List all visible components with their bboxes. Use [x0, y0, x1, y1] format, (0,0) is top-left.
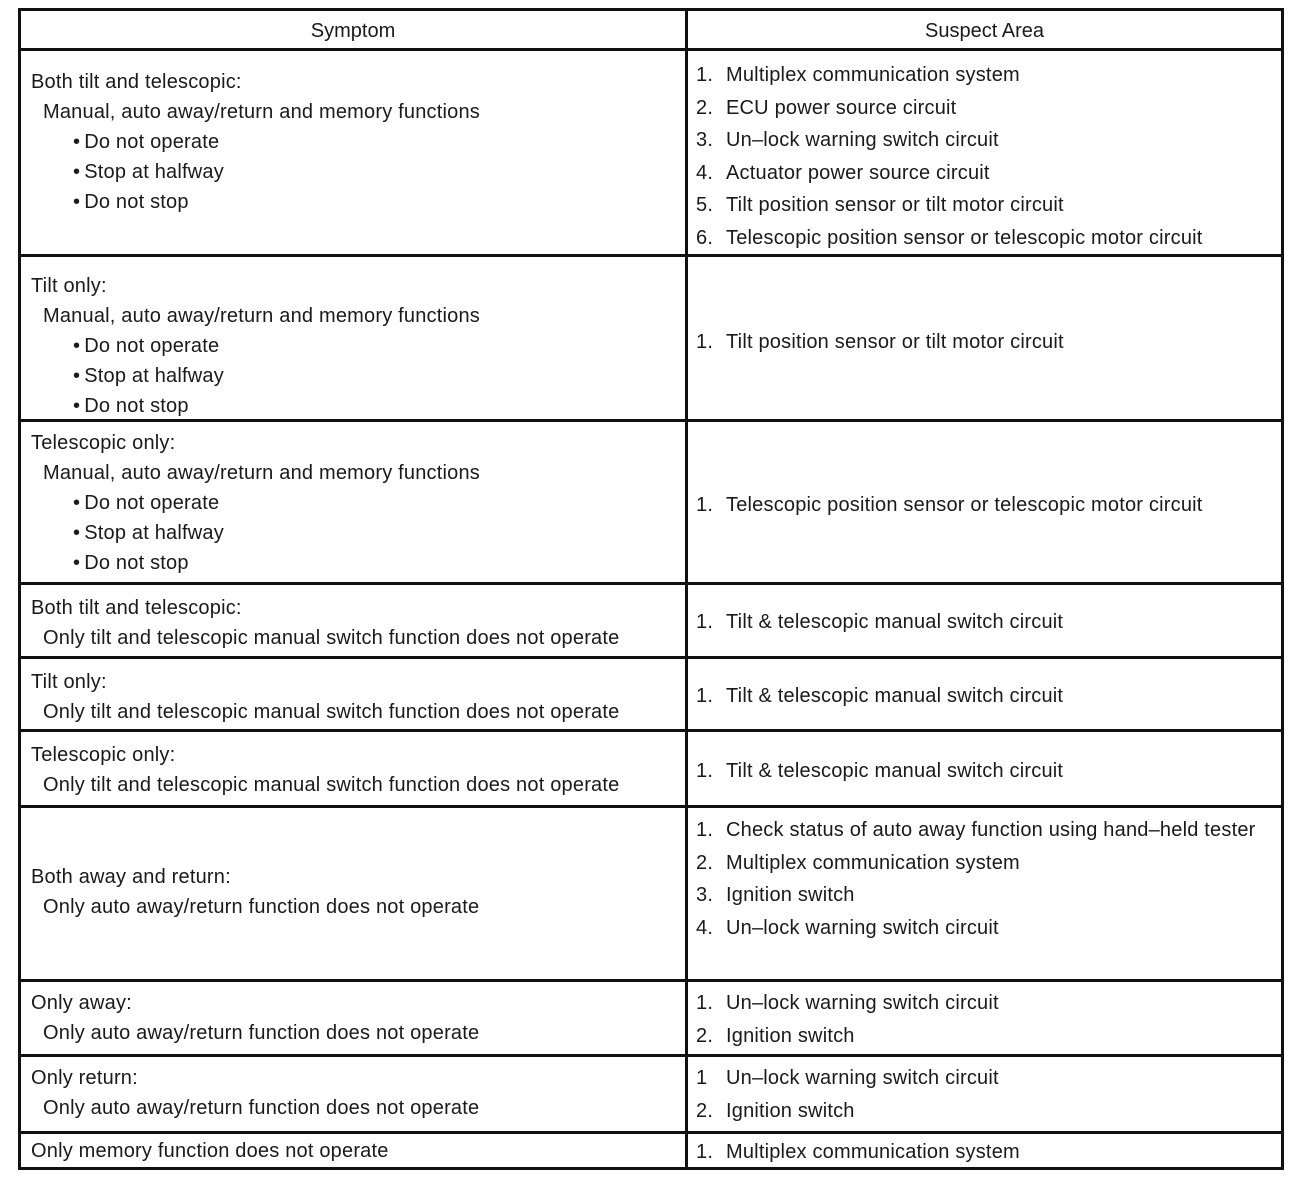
symptom-cell	[31, 271, 681, 421]
suspect-area-item	[696, 755, 1281, 788]
column-divider	[685, 11, 688, 1167]
item-number: 1.	[696, 819, 714, 841]
suspect-area-item	[696, 912, 1281, 945]
item-text: Tilt position sensor or tilt motor circuit	[726, 194, 1064, 216]
item-text: Tilt & telescopic manual switch circuit	[726, 611, 1064, 633]
symptom-cell	[31, 988, 681, 1048]
symptom-heading: Both tilt and telescopic:	[31, 71, 242, 93]
symptom-description: Manual, auto away/return and memory functions	[43, 305, 480, 327]
item-text: Actuator power source circuit	[726, 161, 990, 184]
symptom-bullet: • Do not operate	[31, 331, 681, 361]
item-number: 2.	[696, 851, 714, 874]
item-text: Un–lock warning switch circuit	[726, 1067, 999, 1089]
item-text: Multiplex communication system	[726, 64, 1020, 86]
symptom-heading: Both tilt and telescopic:	[31, 597, 242, 619]
suspect-area-item	[696, 489, 1281, 522]
item-text: Un–lock warning switch circuit	[726, 129, 999, 151]
item-number: 4.	[696, 916, 714, 939]
item-number: 1.	[696, 685, 714, 707]
row-divider	[21, 656, 1281, 659]
item-text: Tilt position sensor or tilt motor circuit	[726, 331, 1064, 353]
symptom-description: Only auto away/return function does not operate	[43, 1097, 480, 1119]
suspect-area-cell	[696, 1136, 1281, 1169]
suspect-area-item	[696, 59, 1281, 92]
symptom-bullet: • Stop at halfway	[31, 157, 681, 187]
item-text: Ignition switch	[726, 884, 855, 906]
suspect-area-item	[696, 157, 1281, 190]
item-number: 2.	[696, 1024, 714, 1047]
item-text: Ignition switch	[726, 1099, 855, 1122]
symptom-cell	[31, 740, 681, 800]
item-number: 1.	[696, 611, 714, 633]
item-number: 3.	[696, 884, 714, 906]
suspect-area-item	[696, 326, 1281, 359]
suspect-area-cell	[696, 680, 1281, 713]
suspect-area-item	[696, 1062, 1281, 1095]
suspect-area-cell	[696, 814, 1281, 944]
suspect-area-item	[696, 124, 1281, 157]
item-number: 1.	[696, 1141, 714, 1163]
item-text: Tilt & telescopic manual switch circuit	[726, 685, 1064, 707]
symptom-heading: Telescopic only:	[31, 432, 176, 454]
suspect-area-item	[696, 1020, 1281, 1053]
item-text: Ignition switch	[726, 1024, 855, 1047]
symptom-heading: Both away and return:	[31, 866, 231, 888]
symptom-cell	[31, 667, 681, 727]
symptom-cell	[31, 1063, 681, 1123]
row-divider	[21, 979, 1281, 982]
item-number: 1.	[696, 494, 714, 516]
item-number: 6.	[696, 226, 714, 249]
suspect-area-item	[696, 222, 1281, 255]
symptom-heading: Only return:	[31, 1067, 138, 1089]
row-divider	[21, 1131, 1281, 1134]
symptom-cell	[31, 428, 681, 578]
item-number: 1.	[696, 760, 714, 782]
symptom-heading: Tilt only:	[31, 671, 107, 693]
symptom-heading: Only away:	[31, 992, 132, 1014]
suspect-area-cell	[696, 987, 1281, 1052]
row-divider	[21, 419, 1281, 422]
symptom-bullet: • Stop at halfway	[31, 518, 681, 548]
suspect-area-item	[696, 1136, 1281, 1169]
symptom-description: Only tilt and telescopic manual switch function does not operate	[43, 774, 620, 796]
symptom-cell	[31, 1136, 681, 1166]
item-number: 2.	[696, 1099, 714, 1122]
item-text: Un–lock warning switch circuit	[726, 916, 999, 939]
suspect-area-item	[696, 189, 1281, 222]
item-text: Check status of auto away function using hand–held tester	[726, 819, 1256, 841]
suspect-area-item	[696, 680, 1281, 713]
row-divider	[21, 805, 1281, 808]
symptom-bullet: • Do not operate	[31, 488, 681, 518]
symptom-bullet: • Do not operate	[31, 127, 681, 157]
header-rule	[21, 48, 1281, 51]
symptom-description: Only auto away/return function does not operate	[43, 896, 480, 918]
symptom-cell	[31, 862, 681, 922]
item-text: Multiplex communication system	[726, 851, 1020, 874]
header-symptom: Symptom	[310, 20, 396, 42]
item-number: 5.	[696, 194, 714, 216]
suspect-area-cell	[696, 755, 1281, 788]
symptom-description: Only tilt and telescopic manual switch function does not operate	[43, 627, 620, 649]
item-text: Telescopic position sensor or telescopic motor circuit	[726, 226, 1203, 249]
item-number: 1.	[696, 331, 714, 353]
suspect-area-cell	[696, 59, 1281, 254]
suspect-area-item	[696, 814, 1281, 847]
symptom-description: Only auto away/return function does not operate	[43, 1022, 480, 1044]
header-suspect-area: Suspect Area	[925, 20, 1044, 42]
row-divider	[21, 582, 1281, 585]
symptom-bullet: • Stop at halfway	[31, 361, 681, 391]
suspect-area-item	[696, 92, 1281, 125]
symptom-heading: Only memory function does not operate	[31, 1140, 389, 1162]
suspect-area-cell	[696, 606, 1281, 639]
suspect-area-cell	[696, 326, 1281, 359]
symptom-description: Only tilt and telescopic manual switch function does not operate	[43, 701, 620, 723]
symptom-bullet: • Do not stop	[31, 391, 681, 421]
item-number: 1.	[696, 992, 714, 1014]
suspect-area-item	[696, 606, 1281, 639]
suspect-area-item	[696, 879, 1281, 912]
item-number: 3.	[696, 129, 714, 151]
suspect-area-cell	[696, 489, 1281, 522]
row-divider	[21, 1054, 1281, 1057]
symptom-cell	[31, 593, 681, 653]
symptom-description: Manual, auto away/return and memory functions	[43, 101, 480, 123]
symptom-description: Manual, auto away/return and memory functions	[43, 462, 480, 484]
suspect-area-cell	[696, 1062, 1281, 1127]
row-divider	[21, 254, 1281, 257]
symptom-cell	[31, 67, 681, 217]
symptom-bullet: • Do not stop	[31, 187, 681, 217]
row-divider	[21, 729, 1281, 732]
item-text: ECU power source circuit	[726, 96, 957, 119]
suspect-area-item	[696, 987, 1281, 1020]
item-number: 1.	[696, 64, 714, 86]
symptom-heading: Tilt only:	[31, 275, 107, 297]
symptom-heading: Telescopic only:	[31, 744, 176, 766]
symptom-bullet: • Do not stop	[31, 548, 681, 578]
item-number: 4.	[696, 161, 714, 184]
item-number: 1	[696, 1067, 708, 1089]
item-text: Multiplex communication system	[726, 1141, 1020, 1163]
troubleshooting-table	[18, 8, 1284, 1170]
suspect-area-item	[696, 1095, 1281, 1128]
item-text: Un–lock warning switch circuit	[726, 992, 999, 1014]
suspect-area-item	[696, 847, 1281, 880]
item-number: 2.	[696, 96, 714, 119]
item-text: Telescopic position sensor or telescopic motor circuit	[726, 494, 1203, 516]
item-text: Tilt & telescopic manual switch circuit	[726, 760, 1064, 782]
